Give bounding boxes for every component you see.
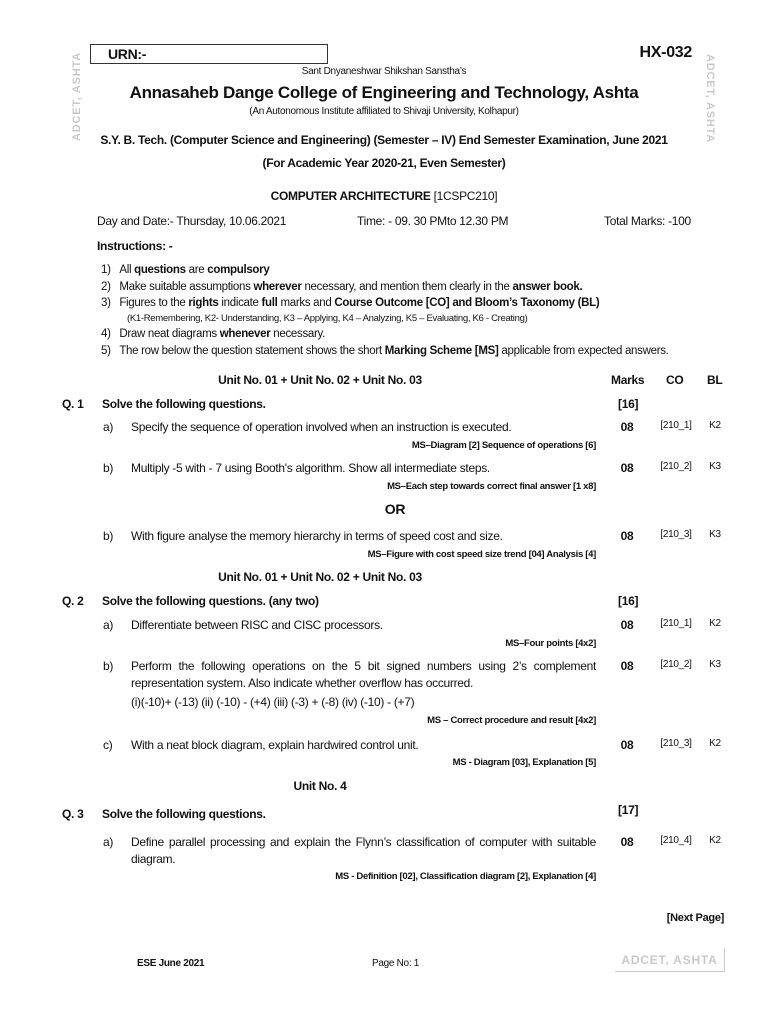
q3a-text: Define parallel processing and explain the Flynn’s classification of computer with suitable diagram. [131,835,596,866]
q1-marks: [16] [618,397,639,411]
q1a-bl: K2 [709,420,721,431]
q3a-marks: 08 [620,835,634,849]
exam-title: S.Y. B. Tech. (Computer Science and Engineering) (Semester – IV) End Semester Examination, June 2021 [100,133,668,147]
unit-heading-1: Unit No. 01 + Unit No. 02 + Unit No. 03 [218,373,422,387]
subject-code: [1CSPC210] [430,189,498,203]
q3-number: Q. 3 [62,807,84,821]
col-bl-header: BL [707,373,723,387]
q2b-co: [210_2] [660,659,692,670]
q1b-co: [210_2] [660,461,692,472]
q1a-marking-scheme: MS–Diagram [2] Sequence of operations [6] [411,440,596,451]
q2b-label: b) [103,659,114,673]
q1b-alt-marking-scheme: MS–Figure with cost speed size trend [04] Analysis [4] [367,549,596,560]
q1b-text: Multiply -5 with - 7 using Booth's algorithm. Show all intermediate steps. [131,461,490,475]
instruction-3: 3) Figures to the rights indicate full marks and Course Outcome [CO] and Bloom’s Taxonomy (BL) [101,297,600,309]
instruction-5: 5) The row below the question statement shows the short Marking Scheme [MS] applicable from expected answers. [101,345,669,357]
q1-heading: Solve the following questions. [102,397,266,411]
q3a-co: [210_4] [660,835,692,846]
total-marks: Total Marks: -100 [604,214,691,228]
q3a-marking-scheme: MS - Definition [02], Classification diagram [2], Explanation [4] [335,871,596,882]
q3-heading: Solve the following questions. [102,807,266,821]
q1b-marks: 08 [620,461,634,475]
instructions-heading: Instructions: - [97,239,173,253]
subject-name: COMPUTER ARCHITECTURE [270,189,431,203]
footer-watermark: ADCET, ASHTA [615,948,725,972]
q2c-label: c) [103,738,113,752]
q1b-label: b) [103,461,114,475]
subject [0,189,768,203]
q1b-alt-text: With figure analyse the memory hierarchy in terms of speed cost and size. [131,529,503,543]
q3a-bl: K2 [709,835,721,846]
q2a-co: [210_1] [660,618,692,629]
q2-marks: [16] [618,594,639,608]
footer-page-number: Page No: 1 [372,958,420,969]
q1b-alt-bl: K3 [709,529,721,540]
q2c-co: [210_3] [660,738,692,749]
q1b-alt-marks: 08 [620,529,634,543]
q1a-co: [210_1] [660,420,692,431]
instruction-2: 2) Make suitable assumptions wherever necessary, and mention them clearly in the answer book. [101,281,583,293]
q3-marks: [17] [618,803,639,817]
q2a-marks: 08 [620,618,634,632]
academic-year: (For Academic Year 2020-21, Even Semester) [262,156,506,170]
q2b-text: Perform the following operations on the 5 bit signed numbers using 2’s complement representation system. Also indicate whether overflow has occurred. [131,659,596,690]
watermark-left: ADCET, ASHTA [71,52,83,142]
or-separator: OR [384,501,406,517]
q2a-label: a) [103,618,114,632]
q2b-operations: (i)(-10)+ (-13) (ii) (-10) - (+4) (iii) (-3) + (-8) (iv) (-10) - (+7) [131,695,415,709]
next-page-indicator: [Next Page] [666,912,724,924]
q1-number: Q. 1 [62,397,84,411]
sanstha-name: Sant Dnyaneshwar Shikshan Sanstha’s [301,66,467,77]
col-co-header: CO [666,373,684,387]
affiliation: (An Autonomous Institute affiliated to Shivaji University, Kolhapur) [249,106,519,117]
unit-heading-3: Unit No. 4 [293,779,347,793]
q2b-bl: K3 [709,659,721,670]
q2b-marks: 08 [620,659,634,673]
q2c-text: With a neat block diagram, explain hardwired control unit. [131,738,419,752]
q1a-text: Specify the sequence of operation involved when an instruction is executed. [131,420,512,434]
q1b-marking-scheme: MS–Each step towards correct final answer [1 x8] [387,481,596,492]
q1a-label: a) [103,420,114,434]
instruction-3-taxonomy: (K1-Remembering, K2- Understanding, K3 – Applying, K4 – Analyzing, K5 – Evaluating, K6 - Creating) [127,313,528,324]
q2c-marks: 08 [620,738,634,752]
exam-time: Time: - 09. 30 PMto 12.30 PM [357,214,509,228]
q2a-bl: K2 [709,618,721,629]
q2-heading: Solve the following questions. (any two) [102,594,319,608]
q3a-label: a) [103,835,114,849]
instruction-4: 4) Draw neat diagrams whenever necessary. [101,328,326,340]
college-name: Annasaheb Dange College of Engineering and Technology, Ashta [129,83,639,102]
q1b-alt-label: b) [103,529,114,543]
q2-number: Q. 2 [62,594,84,608]
footer-exam: ESE June 2021 [137,958,205,969]
q2c-marking-scheme: MS - Diagram [03], Explanation [5] [452,757,596,768]
day-date: Day and Date:- Thursday, 10.06.2021 [97,214,287,228]
q2c-bl: K2 [709,738,721,749]
col-marks-header: Marks [611,373,645,387]
watermark-right: ADCET, ASHTA [704,54,716,144]
instruction-1: 1) All questions are compulsory [101,264,270,276]
unit-heading-2: Unit No. 01 + Unit No. 02 + Unit No. 03 [218,570,422,584]
paper-code: HX-032 [639,44,692,61]
q2a-text: Differentiate between RISC and CISC processors. [131,618,383,632]
q2a-marking-scheme: MS–Four points [4x2] [505,638,596,649]
q2b-marking-scheme: MS – Correct procedure and result [4x2] [427,715,596,726]
urn-label: URN:- [108,46,147,62]
q1b-alt-co: [210_3] [660,529,692,540]
q1a-marks: 08 [620,420,634,434]
q1b-bl: K3 [709,461,721,472]
